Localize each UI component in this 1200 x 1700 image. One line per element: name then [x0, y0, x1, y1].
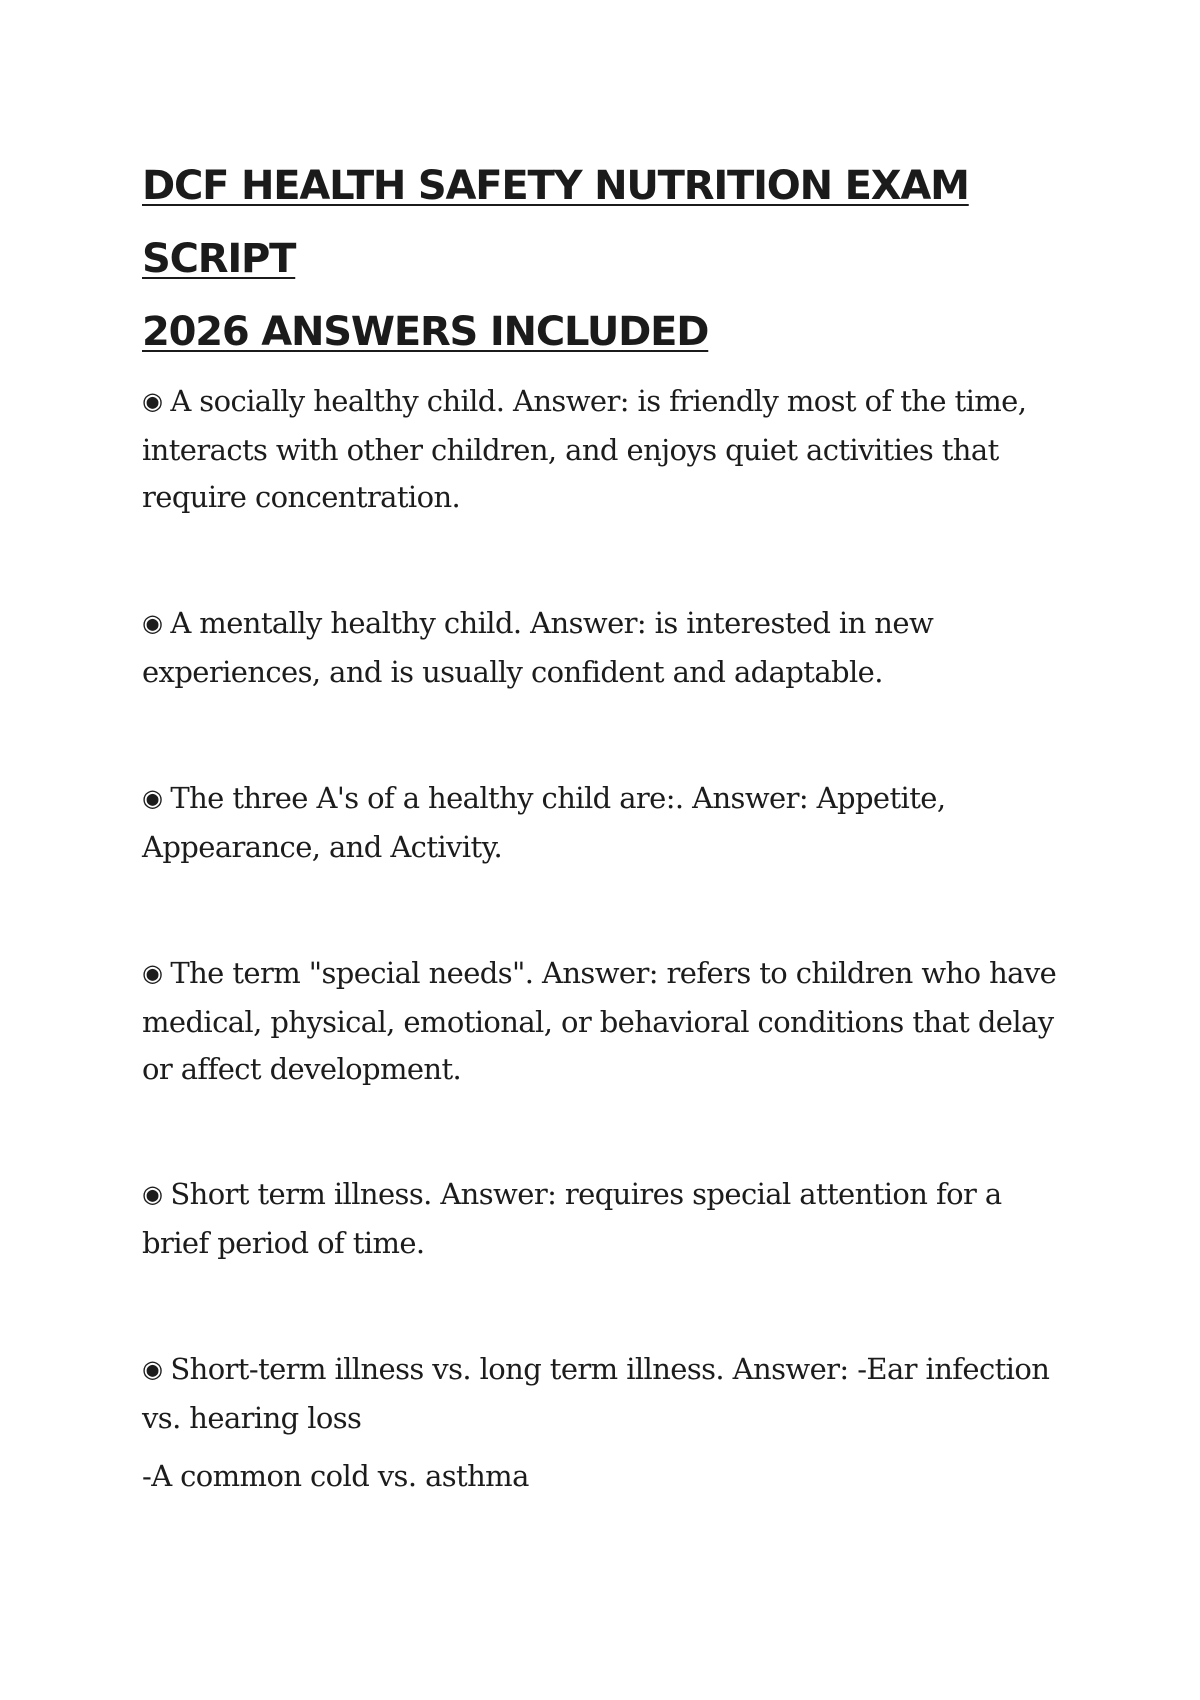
title-line-2: 2026 ANSWERS INCLUDED: [142, 309, 709, 355]
qa-text: A socially healthy child. Answer: is friendly most of the time, interacts with other children, and enjoys quiet activities that require concentration.: [142, 384, 1027, 514]
bullet-icon: ◉: [142, 959, 163, 987]
title-line-1: DCF HEALTH SAFETY NUTRITION EXAM SCRIPT: [142, 163, 969, 282]
qa-item: [142, 1346, 1072, 1442]
qa-item: [142, 378, 1072, 521]
bullet-icon: ◉: [142, 784, 163, 812]
document-title: [142, 150, 1072, 369]
qa-item: [142, 1171, 1072, 1267]
qa-text: The three A's of a healthy child are:. Answer: Appetite, Appearance, and Activity.: [142, 781, 946, 864]
qa-item: [142, 775, 1072, 871]
qa-text: The term "special needs". Answer: refers to children who have medical, physical, emotional, or behavioral conditions that delay or affect development.: [142, 956, 1057, 1086]
qa-text: A mentally healthy child. Answer: is interested in new experiences, and is usually confident and adaptable.: [142, 606, 934, 689]
bullet-icon: ◉: [142, 609, 163, 637]
qa-continuation: -A common cold vs. asthma: [142, 1459, 529, 1493]
bullet-icon: ◉: [142, 1355, 163, 1383]
qa-item: [142, 950, 1072, 1093]
bullet-icon: ◉: [142, 387, 163, 415]
qa-text: Short-term illness vs. long term illness. Answer: -Ear infection vs. hearing loss: [142, 1352, 1050, 1435]
bullet-icon: ◉: [142, 1180, 163, 1208]
qa-item: [142, 600, 1072, 696]
qa-text: Short term illness. Answer: requires special attention for a brief period of time.: [142, 1177, 1002, 1260]
